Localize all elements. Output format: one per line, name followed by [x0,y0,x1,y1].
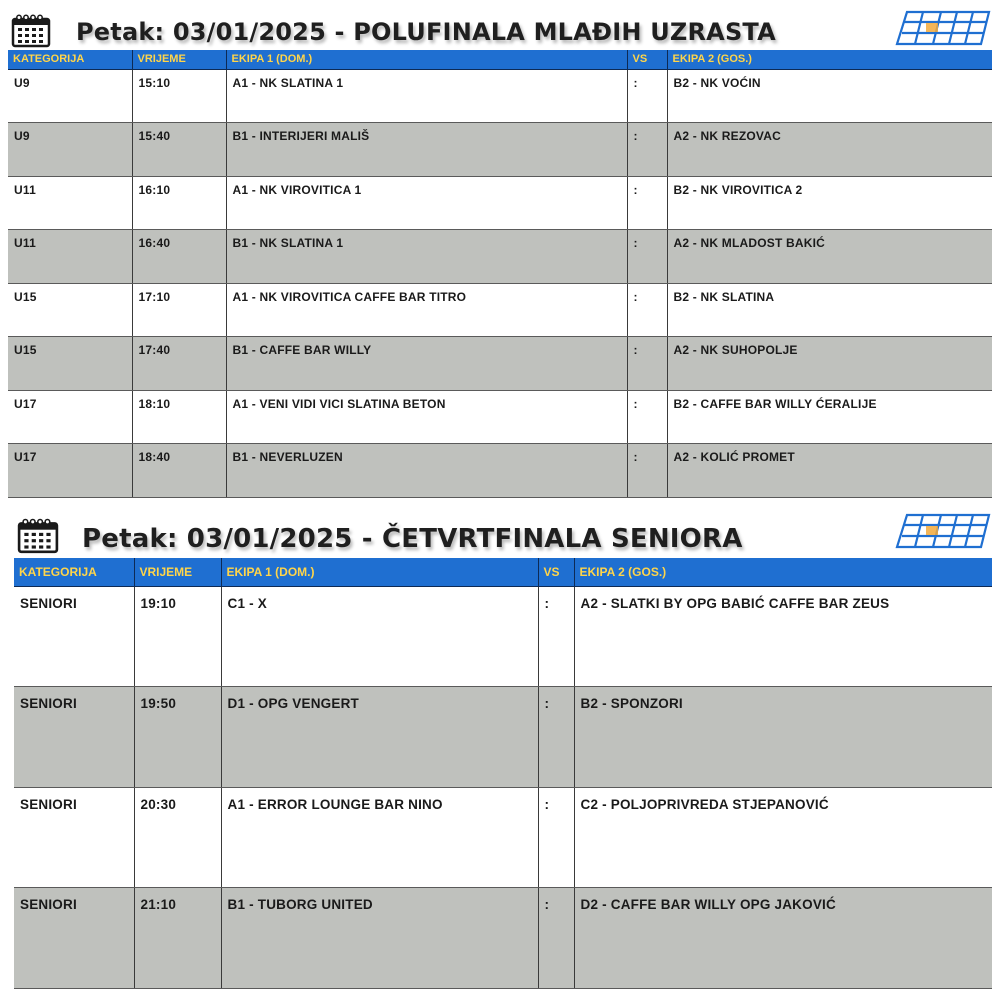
cell-ekipa2: B2 - NK VOĆIN [667,69,992,123]
table-row [8,123,992,177]
cell-kategorija: U9 [8,69,132,123]
cell-kategorija: U15 [8,283,132,337]
table-header-row [14,558,992,586]
col-ekipa2: EKIPA 2 (GOS.) [574,558,992,586]
col-kategorija: KATEGORIJA [8,50,132,69]
cell-ekipa2: A2 - NK MLADOST BAKIĆ [667,230,992,284]
cell-vs: : [538,687,574,788]
cell-kategorija: SENIORI [14,687,134,788]
table-row [8,283,992,337]
cell-vrijeme: 16:10 [132,176,226,230]
col-vrijeme: VRIJEME [134,558,221,586]
cell-vs: : [627,123,667,177]
cell-ekipa1: B1 - INTERIJERI MALIŠ [226,123,627,177]
calendar-icon [17,518,59,554]
cell-ekipa1: B1 - NK SLATINA 1 [226,230,627,284]
calendar-icon [11,14,51,48]
cell-vs: : [627,176,667,230]
cell-ekipa1: B1 - NEVERLUZEN [226,444,627,498]
cell-vrijeme: 16:40 [132,230,226,284]
table-row [14,787,992,888]
cell-vs: : [627,283,667,337]
cell-vrijeme: 21:10 [134,888,221,989]
cell-ekipa1: A1 - ERROR LOUNGE BAR NINO [221,787,538,888]
col-ekipa1: EKIPA 1 (DOM.) [221,558,538,586]
cell-vs: : [627,337,667,391]
cell-vrijeme: 18:40 [132,444,226,498]
cell-ekipa1: A1 - NK VIROVITICA CAFFE BAR TITRO [226,283,627,337]
col-vs: VS [538,558,574,586]
cell-ekipa1: C1 - X [221,586,538,687]
table-row [8,390,992,444]
cell-ekipa2: A2 - NK REZOVAC [667,123,992,177]
cell-vrijeme: 15:40 [132,123,226,177]
cell-vs: : [627,230,667,284]
cell-ekipa2: A2 - NK SUHOPOLJE [667,337,992,391]
cell-ekipa2: B2 - CAFFE BAR WILLY ĆERALIJE [667,390,992,444]
cell-vrijeme: 19:50 [134,687,221,788]
cell-vs: : [538,787,574,888]
cell-ekipa2: D2 - CAFFE BAR WILLY OPG JAKOVIĆ [574,888,992,989]
cell-vrijeme: 17:10 [132,283,226,337]
cell-vs: : [538,888,574,989]
cell-ekipa2: B2 - SPONZORI [574,687,992,788]
cell-ekipa1: D1 - OPG VENGERT [221,687,538,788]
semifinals-section [0,0,1000,498]
page-title: Petak: 03/01/2025 - ČETVRTFINALA SENIORA [82,524,743,554]
col-ekipa1: EKIPA 1 (DOM.) [226,50,627,69]
cell-vrijeme: 20:30 [134,787,221,888]
cell-kategorija: U17 [8,444,132,498]
col-vs: VS [627,50,667,69]
cell-kategorija: U15 [8,337,132,391]
col-vrijeme: VRIJEME [132,50,226,69]
cell-kategorija: U17 [8,390,132,444]
cell-kategorija: U9 [8,123,132,177]
cell-ekipa2: B2 - NK VIROVITICA 2 [667,176,992,230]
table-row [8,176,992,230]
cell-vrijeme: 17:40 [132,337,226,391]
cell-vrijeme: 19:10 [134,586,221,687]
cell-ekipa2: B2 - NK SLATINA [667,283,992,337]
cell-ekipa2: A2 - KOLIĆ PROMET [667,444,992,498]
col-kategorija: KATEGORIJA [14,558,134,586]
cell-ekipa1: A1 - VENI VIDI VICI SLATINA BETON [226,390,627,444]
table-row [8,337,992,391]
table-header-row [8,50,992,69]
cell-kategorija: SENIORI [14,787,134,888]
cell-ekipa1: A1 - NK SLATINA 1 [226,69,627,123]
page-title: Petak: 03/01/2025 - POLUFINALA MLAĐIH UZRASTA [76,18,776,46]
cell-vs: : [627,69,667,123]
quarterfinals-table [14,558,992,989]
cell-ekipa2: C2 - POLJOPRIVREDA STJEPANOVIĆ [574,787,992,888]
table-row [14,687,992,788]
cell-ekipa2: A2 - SLATKI BY OPG BABIĆ CAFFE BAR ZEUS [574,586,992,687]
table-row [8,69,992,123]
cell-vrijeme: 15:10 [132,69,226,123]
table-row [8,230,992,284]
cell-kategorija: U11 [8,176,132,230]
cell-ekipa1: B1 - CAFFE BAR WILLY [226,337,627,391]
cell-vrijeme: 18:10 [132,390,226,444]
cell-vs: : [627,390,667,444]
semifinals-table [8,50,992,498]
cell-vs: : [538,586,574,687]
pitch-grid-logo [893,8,993,48]
cell-kategorija: U11 [8,230,132,284]
cell-ekipa1: B1 - TUBORG UNITED [221,888,538,989]
cell-kategorija: SENIORI [14,586,134,687]
cell-ekipa1: A1 - NK VIROVITICA 1 [226,176,627,230]
table-row [14,888,992,989]
table-row [8,444,992,498]
pitch-grid-logo [893,510,993,552]
cell-kategorija: SENIORI [14,888,134,989]
col-ekipa2: EKIPA 2 (GOS.) [667,50,992,69]
cell-vs: : [627,444,667,498]
table-row [14,586,992,687]
